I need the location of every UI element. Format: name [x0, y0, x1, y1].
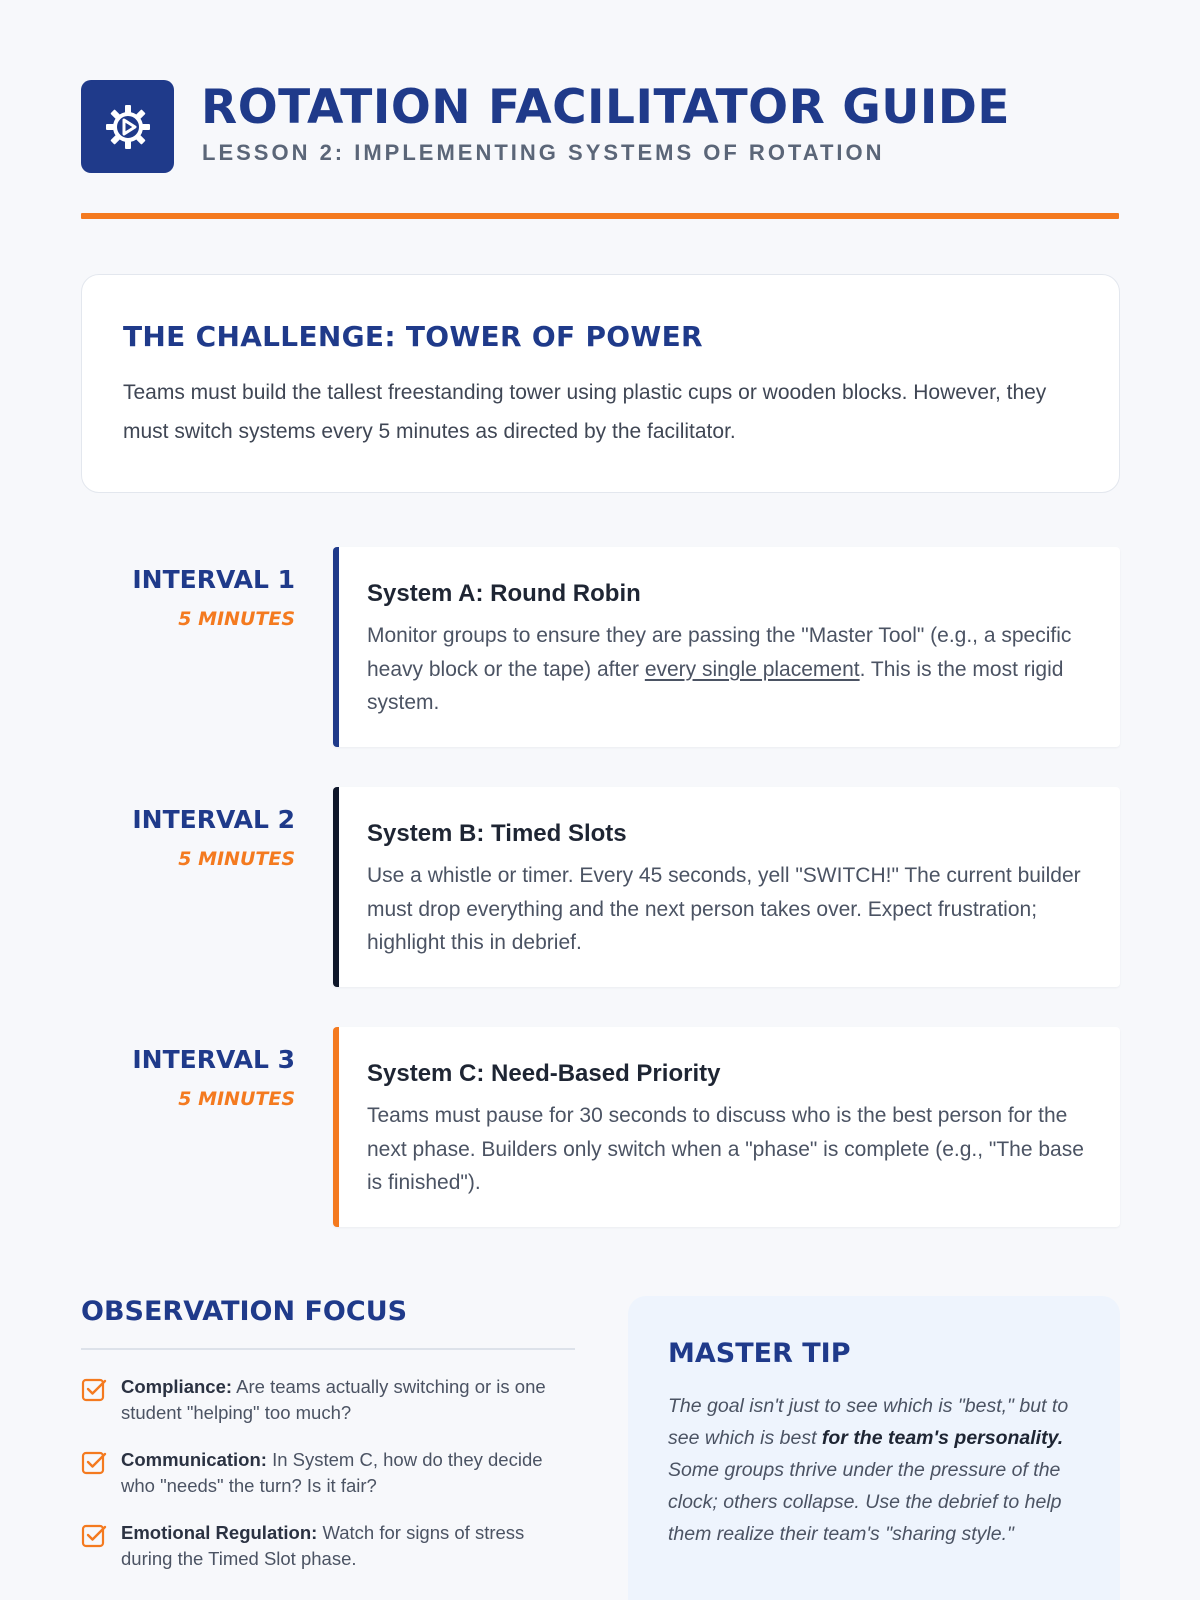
interval-label — [132, 805, 295, 871]
list-item — [81, 1447, 575, 1499]
emphasis-underline: every single placement — [644, 657, 860, 681]
system-text: Teams must pause for 30 seconds to discuss who is the best person for the next phase. Builders only switch when a "phase" is complete (e.g., "The base is finished"). — [367, 1104, 1084, 1194]
observation-divider — [81, 1348, 575, 1350]
interval-number: INTERVAL 1 — [132, 565, 295, 594]
checkbox-checked-icon — [81, 1523, 107, 1549]
interval-number: INTERVAL 3 — [132, 1045, 295, 1074]
challenge-title: THE CHALLENGE: TOWER OF POWER — [123, 320, 703, 353]
gear-play-icon — [102, 101, 154, 153]
challenge-card — [81, 274, 1120, 493]
list-item — [81, 1374, 575, 1426]
master-tip-card — [628, 1296, 1120, 1600]
item-label: Emotional Regulation: — [121, 1522, 318, 1543]
interval-duration: 5 MINUTES — [178, 1088, 295, 1110]
interval-label — [132, 565, 295, 631]
interval-1 — [81, 547, 1120, 747]
page-title: ROTATION FACILITATOR GUIDE — [201, 80, 1011, 135]
tip-text: The goal isn't just to see which is "best," but to see which is best for the team's personality. Some groups thrive under the pressure of the clock; others collapse. Use the debrief to help them realize their team's "sharing style." — [668, 1395, 1069, 1545]
interval-2 — [81, 787, 1120, 987]
header — [81, 80, 1119, 220]
observation-focus — [81, 1294, 575, 1593]
system-text: Monitor groups to ensure they are passing the "Master Tool" (e.g., a specific heavy block or the tape) after every single placement. This is the most rigid system. — [367, 624, 1072, 714]
interval-label — [132, 1045, 295, 1111]
item-text: Are teams actually switching or is one student "helping" too much? — [121, 1376, 546, 1423]
item-text: In System C, how do they decide who "needs" the turn? Is it fair? — [121, 1449, 543, 1496]
observation-title: OBSERVATION FOCUS — [81, 1296, 408, 1327]
tip-title: MASTER TIP — [668, 1338, 851, 1369]
logo — [81, 80, 174, 173]
checkbox-checked-icon — [81, 1377, 107, 1403]
checkbox-checked-icon — [81, 1450, 107, 1476]
interval-3 — [81, 1027, 1120, 1227]
list-item — [81, 1520, 575, 1572]
item-label: Compliance: — [121, 1376, 233, 1397]
interval-duration: 5 MINUTES — [178, 848, 295, 870]
system-title: System C: Need-Based Priority — [367, 1060, 721, 1087]
header-divider — [81, 213, 1119, 219]
system-title: System B: Timed Slots — [367, 820, 627, 847]
system-b-card — [333, 787, 1120, 987]
page-subtitle: LESSON 2: IMPLEMENTING SYSTEMS OF ROTATION — [202, 140, 885, 165]
system-title: System A: Round Robin — [367, 580, 641, 607]
interval-number: INTERVAL 2 — [132, 805, 295, 834]
interval-duration: 5 MINUTES — [178, 608, 295, 630]
challenge-text: Teams must build the tallest freestanding tower using plastic cups or wooden blocks. However, they must switch systems every 5 minutes as directed by the facilitator. — [123, 381, 1047, 443]
system-a-card — [333, 547, 1120, 747]
observation-list — [81, 1374, 575, 1572]
item-text: Watch for signs of stress during the Timed Slot phase. — [121, 1522, 525, 1569]
item-label: Communication: — [121, 1449, 267, 1470]
system-c-card — [333, 1027, 1120, 1227]
system-text: Use a whistle or timer. Every 45 seconds, yell "SWITCH!" The current builder must drop everything and the next person takes over. Expect frustration; highlight this in debrief. — [367, 864, 1081, 954]
tip-emphasis: for the team's personality. — [821, 1427, 1064, 1449]
